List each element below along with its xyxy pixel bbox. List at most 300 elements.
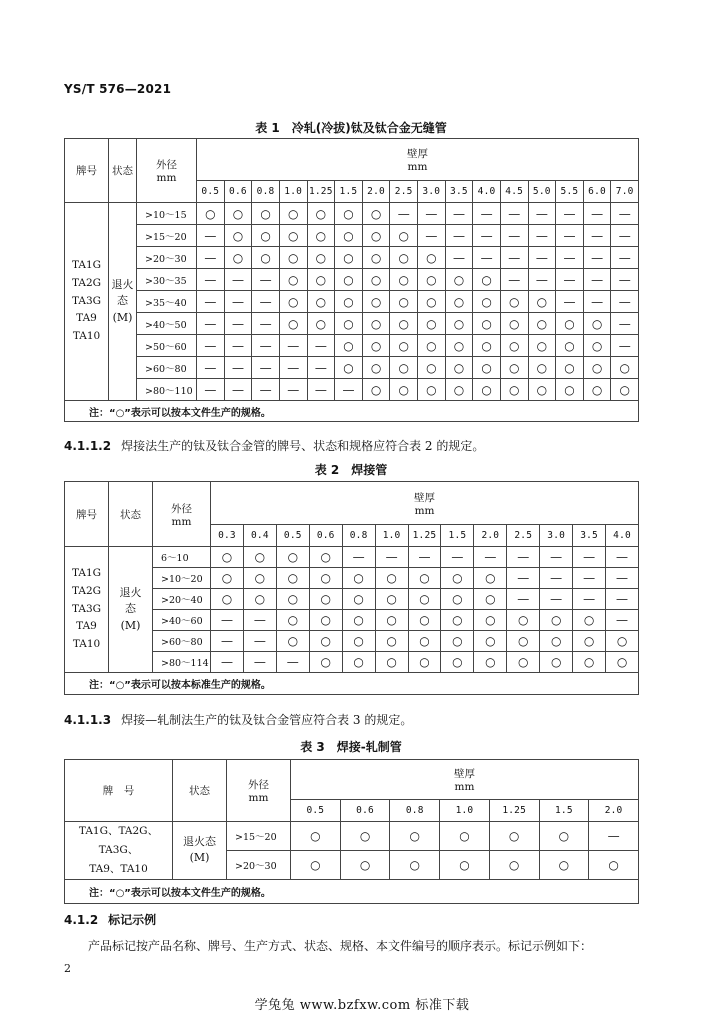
outer-diameter-range: >20～30 <box>137 247 197 269</box>
availability-mark: ○ <box>445 379 473 401</box>
availability-mark: — <box>335 379 363 401</box>
availability-mark: — <box>507 589 540 610</box>
section-number: 4.1.2 <box>64 913 99 927</box>
availability-mark: ○ <box>335 291 363 313</box>
availability-mark: — <box>556 247 584 269</box>
availability-mark: ○ <box>589 850 639 879</box>
availability-mark: ○ <box>307 225 335 247</box>
availability-mark: — <box>211 652 244 673</box>
availability-mark: ○ <box>390 269 418 291</box>
table1-header-diameter-label: 外径 <box>156 159 177 171</box>
table1-wall-size: 5.0 <box>528 181 556 203</box>
availability-mark: — <box>611 313 639 335</box>
availability-mark: ○ <box>611 379 639 401</box>
availability-mark: — <box>507 568 540 589</box>
availability-mark: — <box>528 225 556 247</box>
availability-mark: ○ <box>335 335 363 357</box>
availability-mark: ○ <box>445 269 473 291</box>
availability-mark: ○ <box>507 610 540 631</box>
table2-wall-size: 0.5 <box>276 525 309 547</box>
availability-mark: ○ <box>340 850 390 879</box>
table3-wall-size: 0.5 <box>291 800 341 822</box>
table1-caption: 表 1 冷轧(冷拔)钛及钛合金无缝管 <box>255 121 447 135</box>
availability-mark: ○ <box>606 652 639 673</box>
availability-mark: ○ <box>473 335 501 357</box>
availability-mark: ○ <box>573 652 606 673</box>
availability-mark: — <box>243 610 276 631</box>
availability-mark: ○ <box>309 631 342 652</box>
availability-mark: — <box>500 269 528 291</box>
availability-mark: ○ <box>606 631 639 652</box>
grade-label: TA3G <box>71 294 102 307</box>
availability-mark: ○ <box>418 313 446 335</box>
outer-diameter-range: >50～60 <box>137 335 197 357</box>
table3-wall-size: 0.6 <box>340 800 390 822</box>
availability-mark: — <box>507 547 540 568</box>
availability-mark: ○ <box>440 850 490 879</box>
availability-mark: — <box>606 589 639 610</box>
table2-header-diameter <box>153 482 211 547</box>
availability-mark: ○ <box>408 610 441 631</box>
availability-mark: ○ <box>307 247 335 269</box>
availability-mark: — <box>224 269 252 291</box>
availability-mark: ○ <box>539 822 589 851</box>
state-label: (M) <box>189 851 210 865</box>
availability-mark: — <box>611 269 639 291</box>
table1-header-wall-unit: mm <box>407 161 428 173</box>
availability-mark: — <box>556 225 584 247</box>
availability-mark: — <box>252 379 280 401</box>
state-label: 态 <box>125 602 136 616</box>
availability-mark: — <box>375 547 408 568</box>
table3-state-cell <box>173 822 227 880</box>
table2-header-state: 状态 <box>109 482 153 547</box>
availability-mark: — <box>573 568 606 589</box>
outer-diameter-range: >80～114 <box>153 652 211 673</box>
availability-mark: ○ <box>279 269 307 291</box>
availability-mark: ○ <box>473 379 501 401</box>
table2-wall-size: 4.0 <box>606 525 639 547</box>
table1-wall-size: 3.0 <box>418 181 446 203</box>
grade-label: TA2G <box>71 276 102 289</box>
table2-wall-size: 2.5 <box>507 525 540 547</box>
table3-wall-size: 1.5 <box>539 800 589 822</box>
table1-wall-size: 0.5 <box>197 181 225 203</box>
table2-header-diameter-unit: mm <box>171 515 192 528</box>
availability-mark: ○ <box>362 203 390 225</box>
availability-mark: ○ <box>445 313 473 335</box>
availability-mark: — <box>473 203 501 225</box>
availability-mark: ○ <box>528 357 556 379</box>
availability-mark: ○ <box>335 313 363 335</box>
availability-mark: — <box>224 335 252 357</box>
table2-wall-size: 3.5 <box>573 525 606 547</box>
availability-mark: — <box>540 568 573 589</box>
availability-mark: ○ <box>441 610 474 631</box>
availability-mark: ○ <box>583 357 611 379</box>
table2-header-diameter-label: 外径 <box>171 502 192 515</box>
availability-mark: — <box>556 203 584 225</box>
availability-mark: ○ <box>309 589 342 610</box>
availability-mark: ○ <box>342 589 375 610</box>
availability-mark: ○ <box>474 631 507 652</box>
table1-wall-size: 7.0 <box>611 181 639 203</box>
availability-mark: — <box>307 335 335 357</box>
availability-mark: ○ <box>340 822 390 851</box>
availability-mark: ○ <box>474 610 507 631</box>
availability-mark: ○ <box>418 247 446 269</box>
table-row <box>65 203 639 225</box>
availability-mark: ○ <box>375 610 408 631</box>
table-row <box>65 357 639 379</box>
grade-label: TA1G <box>71 258 102 271</box>
table3-header-diameter-unit: mm <box>248 792 269 804</box>
availability-mark: ○ <box>418 357 446 379</box>
availability-mark: ○ <box>252 247 280 269</box>
availability-mark: — <box>418 203 446 225</box>
outer-diameter-range: >80～110 <box>137 379 197 401</box>
table2-wall-size: 0.3 <box>211 525 244 547</box>
availability-mark: ○ <box>418 291 446 313</box>
outer-diameter-range: >20～40 <box>153 589 211 610</box>
availability-mark: ○ <box>573 631 606 652</box>
availability-mark: ○ <box>224 203 252 225</box>
marking-paragraph: 产品标记按产品名称、牌号、生产方式、状态、规格、本文件编号的顺序表示。标记示例如下： <box>88 939 593 953</box>
availability-mark: ○ <box>309 568 342 589</box>
availability-mark: ○ <box>474 652 507 673</box>
table-row <box>65 313 639 335</box>
availability-mark: ○ <box>441 631 474 652</box>
availability-mark: — <box>197 313 225 335</box>
availability-mark: ○ <box>445 357 473 379</box>
availability-mark: ○ <box>540 631 573 652</box>
table1-state-cell <box>109 203 137 401</box>
availability-mark: — <box>556 291 584 313</box>
availability-mark: ○ <box>279 203 307 225</box>
availability-mark: ○ <box>309 652 342 673</box>
outer-diameter-range: >20～30 <box>227 850 291 879</box>
availability-mark: ○ <box>528 313 556 335</box>
table3-header-diameter <box>227 760 291 822</box>
table1-wall-size: 1.0 <box>279 181 307 203</box>
table2 <box>64 481 639 695</box>
availability-mark: ○ <box>473 291 501 313</box>
availability-mark: ○ <box>390 225 418 247</box>
availability-mark: ○ <box>611 357 639 379</box>
section-4-1-2 <box>64 911 156 928</box>
availability-mark: ○ <box>445 291 473 313</box>
availability-mark: ○ <box>243 547 276 568</box>
availability-mark: ○ <box>279 247 307 269</box>
table2-wall-size: 3.0 <box>540 525 573 547</box>
table1-wall-size: 2.0 <box>362 181 390 203</box>
availability-mark: ○ <box>528 291 556 313</box>
table2-wall-size: 1.5 <box>441 525 474 547</box>
availability-mark: ○ <box>243 568 276 589</box>
state-label: (M) <box>112 310 133 324</box>
availability-mark: — <box>611 335 639 357</box>
table-row <box>65 335 639 357</box>
availability-mark: ○ <box>540 610 573 631</box>
availability-mark: ○ <box>390 822 440 851</box>
availability-mark: — <box>583 247 611 269</box>
outer-diameter-range: >40～50 <box>137 313 197 335</box>
paragraph-4-1-1-3 <box>64 711 412 728</box>
section-title: 标记示例 <box>108 913 157 927</box>
availability-mark: ○ <box>276 610 309 631</box>
availability-mark: — <box>441 547 474 568</box>
availability-mark: ○ <box>390 379 418 401</box>
availability-mark: ○ <box>441 652 474 673</box>
availability-mark: ○ <box>362 313 390 335</box>
availability-mark: — <box>252 269 280 291</box>
table2-grade-cell <box>65 547 109 673</box>
grade-label: TA9 <box>76 620 97 633</box>
availability-mark: ○ <box>211 589 244 610</box>
availability-mark: ○ <box>528 335 556 357</box>
availability-mark: ○ <box>197 203 225 225</box>
availability-mark: ○ <box>390 850 440 879</box>
grade-label: TA10 <box>72 330 101 343</box>
table3-note: 注：“○”表示可以按本文件生产的规格。 <box>65 879 639 903</box>
table1-wall-size: 0.8 <box>252 181 280 203</box>
availability-mark: ○ <box>279 291 307 313</box>
availability-mark: ○ <box>390 335 418 357</box>
outer-diameter-range: >15～20 <box>227 822 291 851</box>
availability-mark: ○ <box>362 291 390 313</box>
availability-mark: — <box>583 291 611 313</box>
table2-wall-size: 0.4 <box>243 525 276 547</box>
availability-mark: ○ <box>375 652 408 673</box>
availability-mark: ○ <box>307 269 335 291</box>
availability-mark: ○ <box>390 357 418 379</box>
availability-mark: — <box>224 313 252 335</box>
table-row <box>65 269 639 291</box>
table1-wall-size: 6.0 <box>583 181 611 203</box>
table1 <box>64 138 639 422</box>
table1-wall-size: 4.0 <box>473 181 501 203</box>
availability-mark: — <box>252 335 280 357</box>
availability-mark: ○ <box>335 203 363 225</box>
availability-mark: — <box>583 203 611 225</box>
table1-wall-size: 4.5 <box>500 181 528 203</box>
table2-wall-size: 0.6 <box>309 525 342 547</box>
availability-mark: ○ <box>362 357 390 379</box>
availability-mark: — <box>197 247 225 269</box>
availability-mark: — <box>556 269 584 291</box>
table-row <box>65 247 639 269</box>
availability-mark: — <box>445 203 473 225</box>
availability-mark: — <box>224 291 252 313</box>
availability-mark: — <box>583 225 611 247</box>
outer-diameter-range: >30～35 <box>137 269 197 291</box>
availability-mark: ○ <box>540 652 573 673</box>
availability-mark: ○ <box>309 547 342 568</box>
table3-header-state: 状态 <box>173 760 227 822</box>
availability-mark: ○ <box>500 379 528 401</box>
availability-mark: ○ <box>390 313 418 335</box>
availability-mark: ○ <box>556 313 584 335</box>
availability-mark: — <box>540 589 573 610</box>
availability-mark: — <box>573 547 606 568</box>
availability-mark: — <box>611 203 639 225</box>
availability-mark: ○ <box>583 335 611 357</box>
availability-mark: — <box>408 547 441 568</box>
outer-diameter-range: >10～15 <box>137 203 197 225</box>
table1-header-wall <box>197 139 639 181</box>
table1-grade-cell <box>65 203 109 401</box>
availability-mark: ○ <box>473 357 501 379</box>
outer-diameter-range: 6～10 <box>153 547 211 568</box>
table3-wall-size: 1.25 <box>489 800 539 822</box>
availability-mark: ○ <box>500 313 528 335</box>
availability-mark: ○ <box>375 568 408 589</box>
clause-number: 4.1.1.2 <box>64 439 112 453</box>
availability-mark: ○ <box>528 379 556 401</box>
grade-label: TA3G <box>71 602 102 615</box>
availability-mark: — <box>606 568 639 589</box>
availability-mark: — <box>279 357 307 379</box>
availability-mark: ○ <box>418 269 446 291</box>
availability-mark: ○ <box>474 568 507 589</box>
table2-note: 注：“○”表示可以按本标准生产的规格。 <box>65 673 639 695</box>
clause-text: 焊接—轧制法生产的钛及钛合金管应符合表 3 的规定。 <box>121 713 413 727</box>
availability-mark: ○ <box>500 291 528 313</box>
availability-mark: ○ <box>441 589 474 610</box>
availability-mark: ○ <box>507 631 540 652</box>
grade-label: TA1G <box>71 566 102 579</box>
availability-mark: — <box>307 379 335 401</box>
availability-mark: — <box>252 357 280 379</box>
grade-label: TA2G <box>71 584 102 597</box>
availability-mark: ○ <box>362 269 390 291</box>
availability-mark: — <box>606 610 639 631</box>
availability-mark: ○ <box>291 822 341 851</box>
availability-mark: ○ <box>335 225 363 247</box>
availability-mark: — <box>611 225 639 247</box>
availability-mark: — <box>252 313 280 335</box>
grade-label: TA10 <box>72 638 101 651</box>
availability-mark: ○ <box>375 589 408 610</box>
availability-mark: — <box>589 822 639 851</box>
outer-diameter-range: >10～20 <box>153 568 211 589</box>
table2-header-wall-label: 壁厚 <box>414 491 436 504</box>
availability-mark: — <box>611 247 639 269</box>
availability-mark: ○ <box>418 335 446 357</box>
availability-mark: — <box>243 652 276 673</box>
availability-mark: — <box>279 335 307 357</box>
table3-wall-size: 0.8 <box>390 800 440 822</box>
outer-diameter-range: >60～80 <box>153 631 211 652</box>
availability-mark: ○ <box>276 568 309 589</box>
availability-mark: ○ <box>342 610 375 631</box>
availability-mark: ○ <box>556 335 584 357</box>
outer-diameter-range: >60～80 <box>137 357 197 379</box>
availability-mark: ○ <box>291 850 341 879</box>
table3-caption: 表 3 焊接-轧制管 <box>300 740 402 754</box>
table1-wall-size: 1.25 <box>307 181 335 203</box>
page-number: 2 <box>64 962 71 975</box>
availability-mark: — <box>307 357 335 379</box>
availability-mark: ○ <box>224 225 252 247</box>
site-footer: 学兔兔 www.bzfxw.com 标准下载 <box>254 998 470 1013</box>
availability-mark: — <box>611 291 639 313</box>
availability-mark: — <box>211 610 244 631</box>
availability-mark: ○ <box>418 379 446 401</box>
table3-wall-size: 1.0 <box>440 800 490 822</box>
availability-mark: — <box>500 203 528 225</box>
availability-mark: ○ <box>390 291 418 313</box>
availability-mark: ○ <box>583 313 611 335</box>
availability-mark: ○ <box>342 568 375 589</box>
availability-mark: ○ <box>211 547 244 568</box>
table3-header-wall <box>291 760 639 800</box>
availability-mark: ○ <box>224 247 252 269</box>
availability-mark: ○ <box>375 631 408 652</box>
table1-header-grade: 牌号 <box>65 139 109 203</box>
table3 <box>64 759 639 904</box>
table1-wall-size: 5.5 <box>556 181 584 203</box>
availability-mark: — <box>224 379 252 401</box>
table1-header-wall-label: 壁厚 <box>407 148 428 160</box>
availability-mark: ○ <box>408 652 441 673</box>
availability-mark: — <box>445 225 473 247</box>
grade-label: TA1G、TA2G、TA3G、 <box>78 825 159 856</box>
availability-mark: ○ <box>307 203 335 225</box>
outer-diameter-range: >15～20 <box>137 225 197 247</box>
table3-grade-cell <box>65 822 173 880</box>
table2-wall-size: 1.0 <box>375 525 408 547</box>
availability-mark: — <box>540 547 573 568</box>
availability-mark: ○ <box>335 357 363 379</box>
table3-header-wall-label: 壁厚 <box>453 768 475 780</box>
table1-wall-size: 0.6 <box>224 181 252 203</box>
table-row <box>65 291 639 313</box>
grade-label: TA9 <box>76 312 97 325</box>
table2-header-wall <box>211 482 639 525</box>
state-label: 退火 <box>111 277 134 291</box>
availability-mark: — <box>197 225 225 247</box>
availability-mark: — <box>528 247 556 269</box>
availability-mark: — <box>606 547 639 568</box>
availability-mark: ○ <box>474 589 507 610</box>
availability-mark: ○ <box>342 652 375 673</box>
availability-mark: — <box>243 631 276 652</box>
availability-mark: — <box>390 203 418 225</box>
table1-wall-size: 3.5 <box>445 181 473 203</box>
document-code: YS/T 576—2021 <box>64 82 172 96</box>
availability-mark: ○ <box>473 269 501 291</box>
paragraph-4-1-1-2 <box>64 437 484 454</box>
availability-mark: ○ <box>307 291 335 313</box>
availability-mark: — <box>197 379 225 401</box>
availability-mark: ○ <box>445 335 473 357</box>
availability-mark: — <box>445 247 473 269</box>
availability-mark: ○ <box>583 379 611 401</box>
table2-state-cell <box>109 547 153 673</box>
availability-mark: ○ <box>489 822 539 851</box>
table2-header-wall-unit: mm <box>414 504 435 517</box>
availability-mark: ○ <box>211 568 244 589</box>
table1-wall-size: 1.5 <box>335 181 363 203</box>
table3-header-wall-unit: mm <box>454 781 475 793</box>
availability-mark: — <box>197 269 225 291</box>
table2-caption: 表 2 焊接管 <box>314 463 388 477</box>
grade-label: TA9、TA10 <box>89 862 148 875</box>
availability-mark: ○ <box>408 568 441 589</box>
table-row <box>65 225 639 247</box>
availability-mark: — <box>276 652 309 673</box>
